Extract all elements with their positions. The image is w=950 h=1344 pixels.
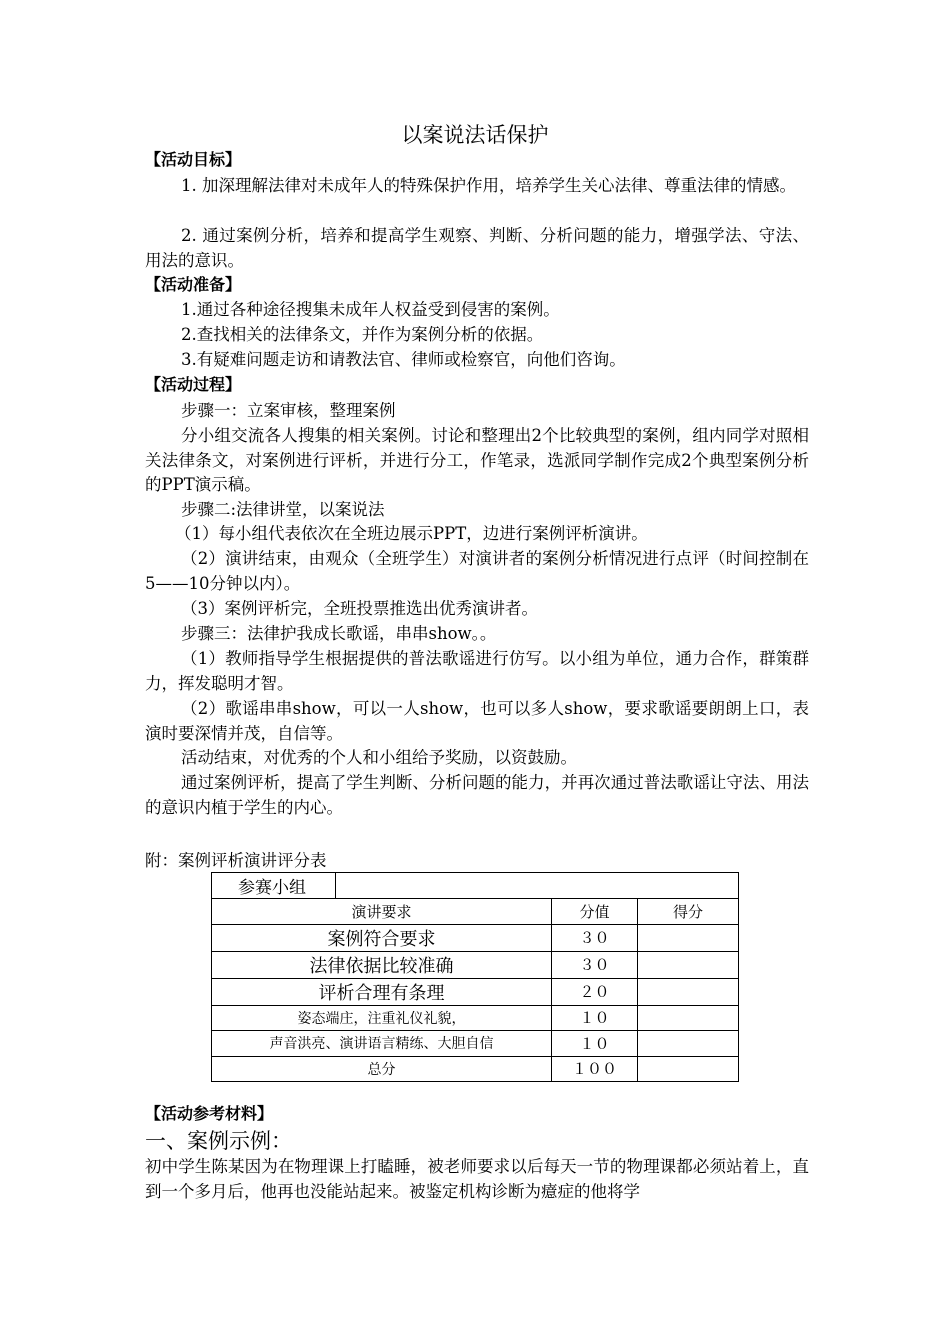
prep-item-3: 3.有疑难问题走访和请教法官、律师或检察官，向他们咨询。 — [181, 350, 626, 369]
score-cell: ３０ — [552, 924, 638, 951]
step2-item-2: （2）演讲结束，由观众（全班学生）对演讲者的案例分析情况进行点评（时间控制在5——10分钟以内）。 — [145, 549, 809, 593]
document-title: 以案说法话保护 — [401, 123, 549, 147]
score-cell: １０ — [552, 1031, 638, 1057]
table-row — [212, 924, 739, 951]
group-value-cell — [336, 873, 739, 899]
table-row — [212, 951, 739, 978]
total-score: １００ — [552, 1056, 638, 1082]
process-heading: 【活动过程】 — [145, 375, 242, 394]
case-example-title: 一、案例示例： — [145, 1129, 292, 1153]
total-label: 总分 — [212, 1056, 552, 1082]
step2-title: 步骤二:法律讲堂，以案说法 — [181, 500, 385, 519]
end-text-2: 通过案例评析，提高了学生判断、分析问题的能力，并再次通过普法歌谣让守法、用法的意识内植于学生的内心。 — [145, 773, 809, 817]
score-cell: ２０ — [552, 978, 638, 1005]
step3-item-1: （1）教师指导学生根据提供的普法歌谣进行仿写。以小组为单位，通力合作，群策群力，挥发聪明才智。 — [145, 649, 809, 693]
requirement-cell: 案例符合要求 — [212, 924, 552, 951]
goal-item-1: 1. 加深理解法律对未成年人的特殊保护作用，培养学生关心法律、尊重法律的情感。 — [181, 176, 796, 195]
table-row — [212, 978, 739, 1005]
got-cell — [638, 1005, 739, 1031]
got-cell — [638, 1031, 739, 1057]
end-text-1: 活动结束，对优秀的个人和小组给予奖励，以资鼓励。 — [181, 748, 577, 767]
step3-title: 步骤三：法律护我成长歌谣，串串show。。 — [181, 624, 497, 643]
table-total-row — [212, 1056, 739, 1082]
prep-item-2: 2.查找相关的法律条文，并作为案例分析的依据。 — [181, 325, 544, 344]
group-label: 参赛小组 — [212, 873, 336, 899]
header-score: 分值 — [552, 899, 638, 925]
total-got — [638, 1056, 739, 1082]
table-caption: 附：案例评析演讲评分表 — [145, 851, 327, 870]
table-row — [212, 1005, 739, 1031]
prep-heading: 【活动准备】 — [145, 275, 242, 294]
got-cell — [638, 951, 739, 978]
requirement-cell: 评析合理有条理 — [212, 978, 552, 1005]
goal-heading: 【活动目标】 — [145, 150, 242, 169]
header-requirement: 演讲要求 — [212, 899, 552, 925]
score-cell: １０ — [552, 1005, 638, 1031]
requirement-cell: 姿态端庄，注重礼仪礼貌， — [212, 1005, 552, 1031]
header-got: 得分 — [638, 899, 739, 925]
step2-item-3: （3）案例评析完，全班投票推选出优秀演讲者。 — [181, 599, 538, 618]
step1-text: 分小组交流各人搜集的相关案例。讨论和整理出2个比较典型的案例，组内同学对照相关法律条文，对案例进行评析，并进行分工，作笔录，选派同学制作完成2个典型案例分析的PPT演示稿。 — [145, 426, 809, 494]
step1-title: 步骤一：立案审核，整理案例 — [181, 401, 396, 420]
reference-heading: 【活动参考材料】 — [145, 1104, 274, 1123]
step2-item-1: （1）每小组代表依次在全班边展示PPT，边进行案例评析演讲。 — [175, 524, 648, 543]
table-row — [212, 1031, 739, 1057]
got-cell — [638, 978, 739, 1005]
score-table — [211, 872, 739, 1082]
step3-item-2: （2）歌谣串串show，可以一人show，也可以多人show，要求歌谣要朗朗上口，表演时要深情并茂，自信等。 — [145, 699, 809, 743]
table-row — [212, 873, 739, 899]
goal-item-2: 2. 通过案例分析，培养和提高学生观察、判断、分析问题的能力，增强学法、守法、用法的意识。 — [145, 226, 809, 270]
prep-item-1: 1.通过各种途径搜集未成年人权益受到侵害的案例。 — [181, 300, 560, 319]
requirement-cell: 声音洪亮、演讲语言精练、大胆自信 — [212, 1031, 552, 1057]
case-example-text: 初中学生陈某因为在物理课上打瞌睡，被老师要求以后每天一节的物理课都必须站着上，直到一个多月后，他再也没能站起来。被鉴定机构诊断为癔症的他将学 — [145, 1157, 809, 1201]
table-header-row — [212, 899, 739, 925]
requirement-cell: 法律依据比较准确 — [212, 951, 552, 978]
got-cell — [638, 924, 739, 951]
score-cell: ３０ — [552, 951, 638, 978]
